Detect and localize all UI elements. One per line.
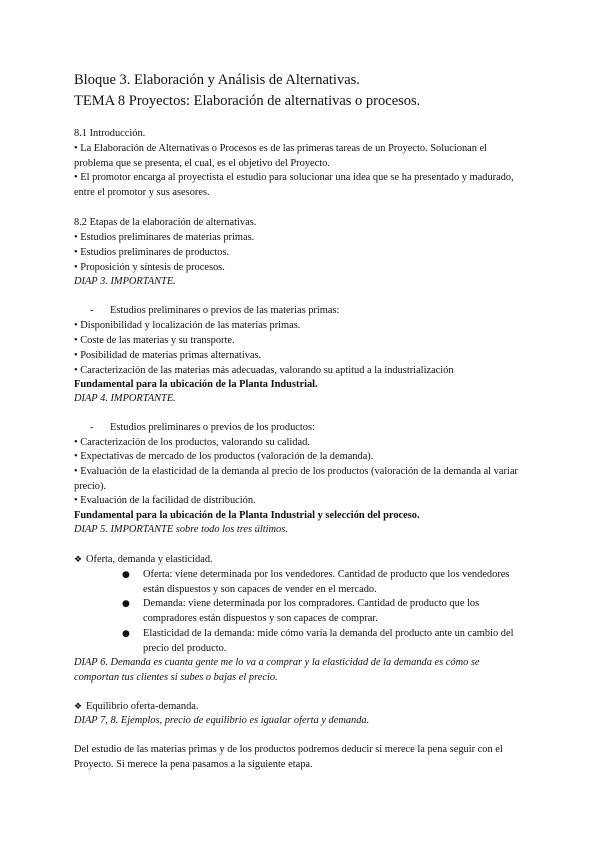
dash-marker: - [90, 305, 94, 316]
diamond-bullet-icon: ❖ [74, 702, 83, 712]
definition-item [122, 627, 530, 657]
definition-item [122, 568, 530, 598]
stage-item: • Estudios preliminares de materias primas. [74, 232, 255, 243]
supply-demand-heading [74, 553, 213, 568]
raw-item: • Posibilidad de materias primas alternativas. [74, 350, 262, 361]
slide-note-5: DIAP 5. IMPORTANTE sobre todo los tres últimos. [74, 524, 288, 535]
raw-materials-heading-text: Estudios preliminares o previos de las materias primas: [110, 305, 340, 316]
bullet-dot-icon: ● [122, 599, 130, 609]
definition-text: Demanda: viene determinada por los compradores. Cantidad de producto que los compradores están dispuestos y son capaces de comprar. [143, 598, 480, 624]
raw-materials-subheading [90, 304, 339, 319]
topic-title: TEMA 8 Proyectos: Elaboración de alternativas o procesos. [74, 93, 421, 109]
raw-key-note: Fundamental para la ubicación de la Planta Industrial. [74, 379, 318, 390]
bullet-dot-icon: ● [122, 629, 130, 639]
definition-text: Elasticidad de la demanda: mide cómo varía la demanda del producto ante un cambio del precio del producto. [143, 628, 514, 654]
definition-item [122, 597, 530, 627]
section-8-2-heading: 8.2 Etapas de la elaboración de alternativas. [74, 217, 257, 228]
intro-bullet-2: • El promotor encarga al proyectista el estudio para solucionar una idea que se ha presentado y madurado, entre el promotor y sus asesores. [74, 172, 514, 198]
stage-item: • Estudios preliminares de productos. [74, 247, 230, 258]
products-key-note: Fundamental para la ubicación de la Planta Industrial y selección del proceso. [74, 510, 420, 521]
bullet-dot-icon: ● [122, 570, 130, 580]
slide-note-6: DIAP 6. Demanda es cuanta gente me lo va a comprar y la elasticidad de la demanda es cómo se comportan tus clientes si subes o bajas el precio. [74, 657, 480, 683]
product-item: • Caracterización de los productos, valorando su calidad. [74, 437, 310, 448]
products-subheading [90, 421, 315, 436]
product-item: • Expectativas de mercado de los productos (valoración de la demanda). [74, 451, 374, 462]
conclusion-paragraph: Del estudio de las materias primas y de los productos podremos deducir si merece la pena seguir con el Proyecto. Si merece la pena pasamos a la siguiente etapa. [74, 744, 503, 770]
product-item: • Evaluación de la elasticidad de la demanda al precio de los productos (valoración de la demanda al variar precio). [74, 466, 518, 492]
definition-text: Oferta: viene determinada por los vendedores. Cantidad de producto que los vendedores están dispuestos y son capaces de vender en el mercado. [143, 569, 510, 595]
slide-note-4: DIAP 4. IMPORTANTE. [74, 393, 176, 404]
dash-marker: - [90, 422, 94, 433]
products-heading-text: Estudios preliminares o previos de los productos: [110, 422, 315, 433]
raw-item: • Disponibilidad y localización de las materias primas. [74, 320, 301, 331]
intro-bullet-1: • La Elaboración de Alternativas o Procesos es de las primeras tareas de un Proyecto. Solucionan el problema que se presenta, el cual, es el objetivo del Proyecto. [74, 143, 488, 169]
slide-note-7-8: DIAP 7, 8. Ejemplos, precio de equilibrio es igualar oferta y demanda. [74, 715, 370, 726]
raw-item: • Caracterización de las materias más adecuadas, valorando su aptitud a la industrialización [74, 365, 454, 376]
stage-item: • Proposición y síntesis de procesos. [74, 262, 225, 273]
diamond-bullet-icon: ❖ [74, 555, 83, 565]
section-8-1-heading: 8.1 Introducción. [74, 128, 146, 139]
slide-note-3: DIAP 3. IMPORTANTE. [74, 276, 176, 287]
supply-demand-heading-text: Oferta, demanda y elasticidad. [86, 554, 213, 565]
product-item: • Evaluación de la facilidad de distribución. [74, 495, 256, 506]
block-title: Bloque 3. Elaboración y Análisis de Alternativas. [74, 72, 360, 88]
equilibrium-heading-text: Equilibrio oferta-demanda. [86, 701, 199, 712]
equilibrium-heading [74, 700, 199, 715]
raw-item: • Coste de las materias y su transporte. [74, 335, 235, 346]
